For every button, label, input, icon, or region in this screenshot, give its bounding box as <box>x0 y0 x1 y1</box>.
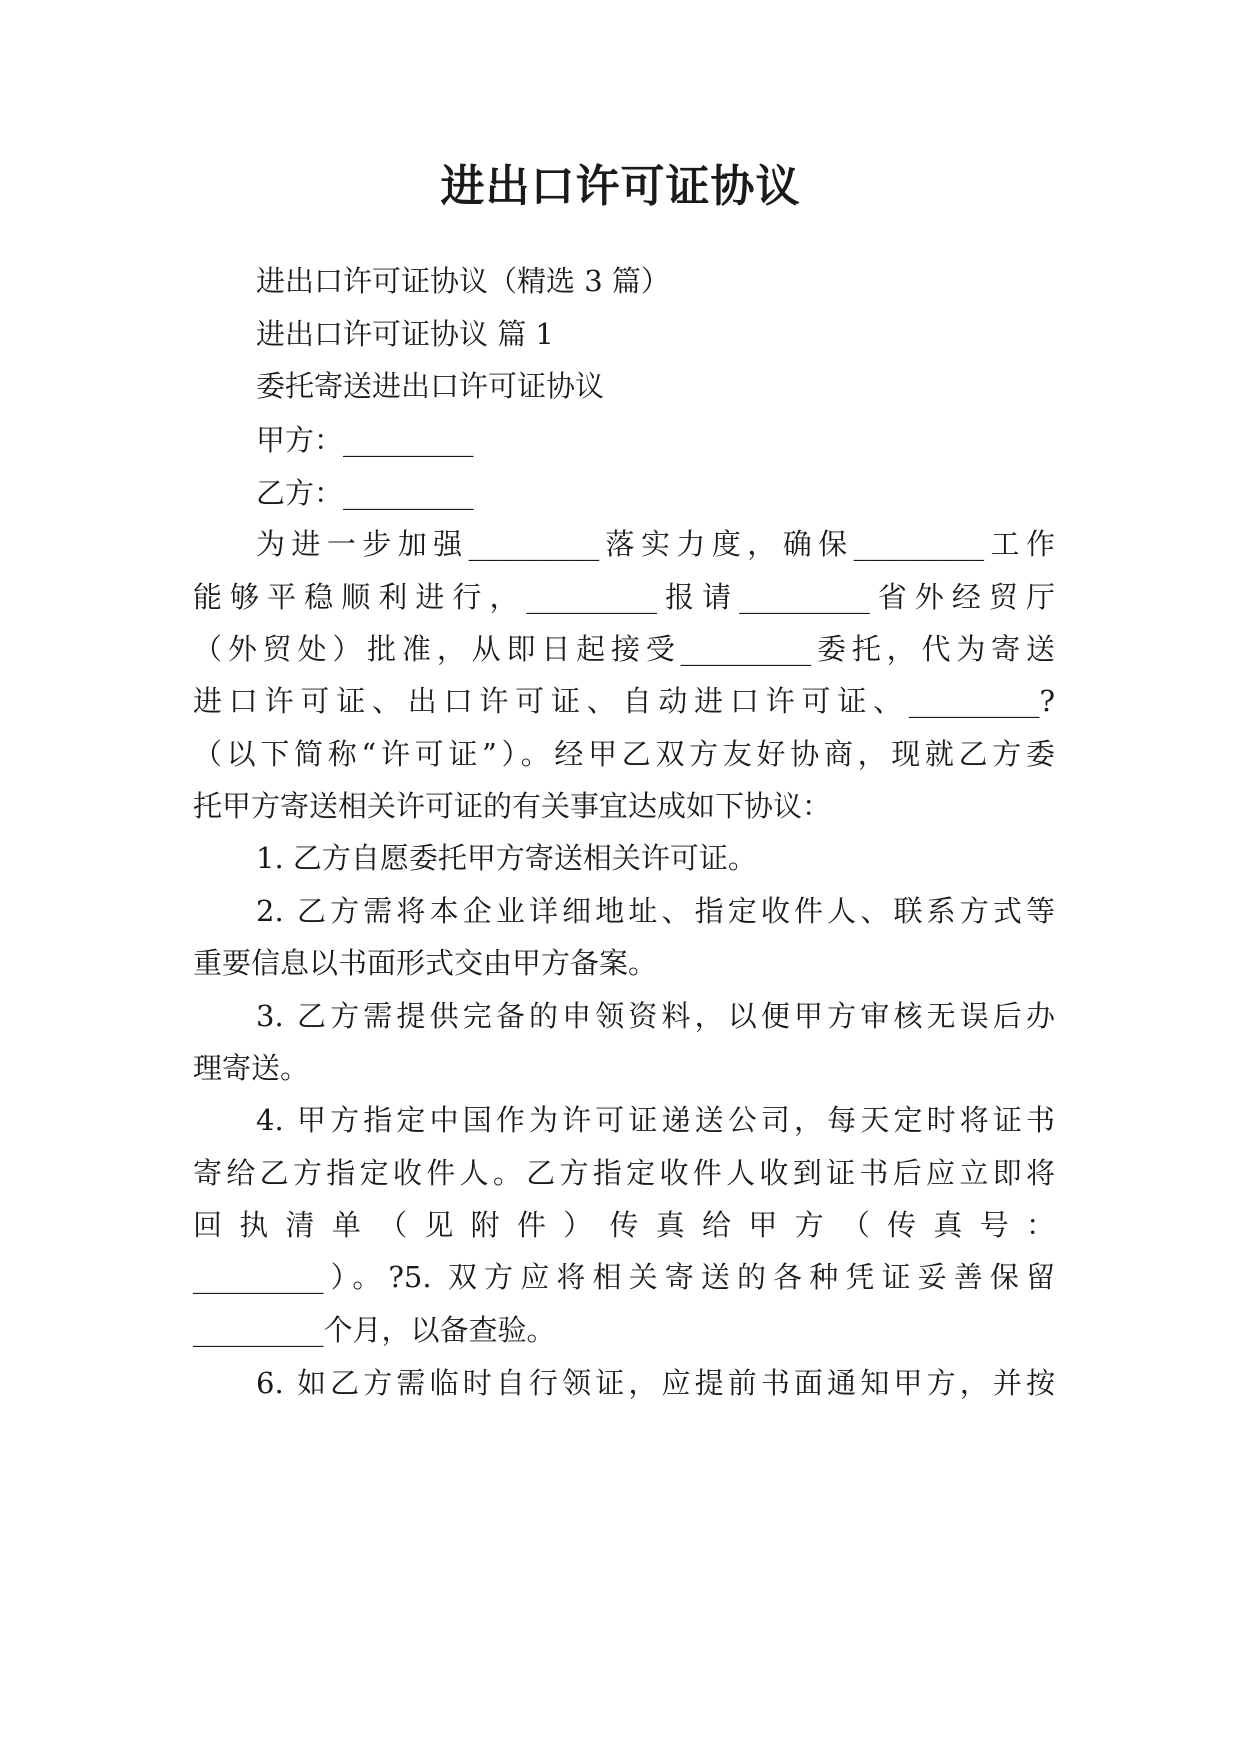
clause-3-line-1: 3. 乙方需提供完备的申领资料，以便甲方审核无误后办 <box>256 999 1055 1033</box>
agreement-name: 委托寄送进出口许可证协议 <box>256 369 605 403</box>
clause-4-5-line-4: _________）。?5. 双方应将相关寄送的各种凭证妥善保留 <box>193 1260 1055 1294</box>
paragraph-intro-line-3: （外贸处）批准，从即日起接受_________委托，代为寄送 <box>193 632 1055 666</box>
party-b-line: 乙方：_________ <box>256 476 474 510</box>
paragraph-intro-line-4: 进口许可证、出口许可证、自动进口许可证、_________? <box>193 684 1055 718</box>
clause-3-line-2: 理寄送。 <box>193 1051 310 1085</box>
subtitle-selected-3: 进出口许可证协议（精选 3 篇） <box>256 264 670 298</box>
clause-2-line-1: 2. 乙方需将本企业详细地址、指定收件人、联系方式等 <box>256 894 1055 928</box>
clause-4-line-2: 寄给乙方指定收件人。乙方指定收件人收到证书后应立即将 <box>193 1156 1055 1190</box>
clause-2-line-2: 重要信息以书面形式交由甲方备案。 <box>193 946 658 980</box>
section-heading-1: 进出口许可证协议 篇 1 <box>256 317 554 351</box>
clause-4-line-1: 4. 甲方指定中国作为许可证递送公司，每天定时将证书 <box>256 1103 1055 1137</box>
paragraph-intro-line-6: 托甲方寄送相关许可证的有关事宜达成如下协议： <box>193 789 832 823</box>
clause-5-line-2: _________个月，以备查验。 <box>193 1313 556 1347</box>
clause-1: 1. 乙方自愿委托甲方寄送相关许可证。 <box>256 841 757 875</box>
clause-4-line-3: 回执清单（见附件）传真给甲方（传真号： <box>193 1208 1055 1242</box>
document-title: 进出口许可证协议 <box>440 161 801 212</box>
paragraph-intro-line-2: 能够平稳顺利进行，_________报请_________省外经贸厅 <box>193 580 1055 614</box>
paragraph-intro-line-5: （以下简称“许可证”）。经甲乙双方友好协商，现就乙方委 <box>193 737 1055 771</box>
party-a-line: 甲方：_________ <box>256 423 474 457</box>
paragraph-intro-line-1: 为进一步加强_________落实力度，确保_________工作 <box>256 527 1055 561</box>
clause-6-line-1: 6. 如乙方需临时自行领证，应提前书面通知甲方，并按 <box>256 1366 1055 1400</box>
